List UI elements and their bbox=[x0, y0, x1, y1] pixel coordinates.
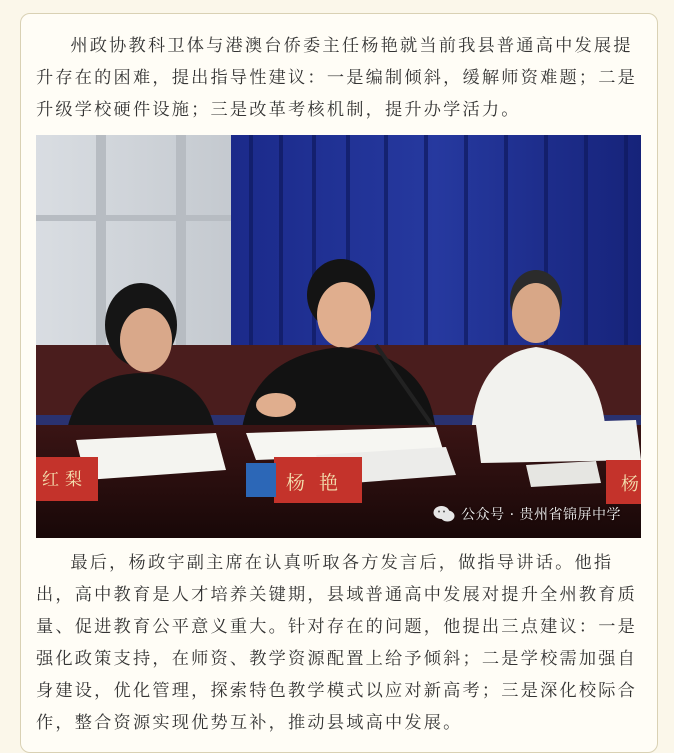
photo-watermark bbox=[433, 504, 621, 524]
nameplate-right: 杨 bbox=[621, 474, 639, 495]
nameplate-center: 杨 艳 bbox=[286, 472, 343, 494]
article-paragraph-1: 州政协教科卫体与港澳台侨委主任杨艳就当前我县普通高中发展提升存在的困难，提出指导性建议：一是编制倾斜，缓解师资难题；二是升级学校硬件设施；三是改革考核机制，提升办学活力。 bbox=[36, 36, 638, 120]
wechat-icon bbox=[433, 505, 455, 523]
article-paragraph-2: 最后，杨政宇副主席在认真听取各方发言后，做指导讲话。他指出，高中教育是人才培养关键期，县域普通高中发展对提升全州教育质量、促进教育公平意义重大。针对存在的问题，他提出三点建议：一是强化政策支持，在师资、教学资源配置上给予倾斜；二是学校需加强自身建设，优化管理，探索特色教学模式以应对新高考；三是深化校际合作，整合资源实现优势互补，推动县域高中发展。 bbox=[36, 553, 638, 733]
meeting-photo[interactable] bbox=[36, 135, 641, 538]
watermark-text: 公众号 · 贵州省锦屏中学 bbox=[461, 507, 621, 523]
nameplate-left: 红梨 bbox=[42, 470, 88, 490]
